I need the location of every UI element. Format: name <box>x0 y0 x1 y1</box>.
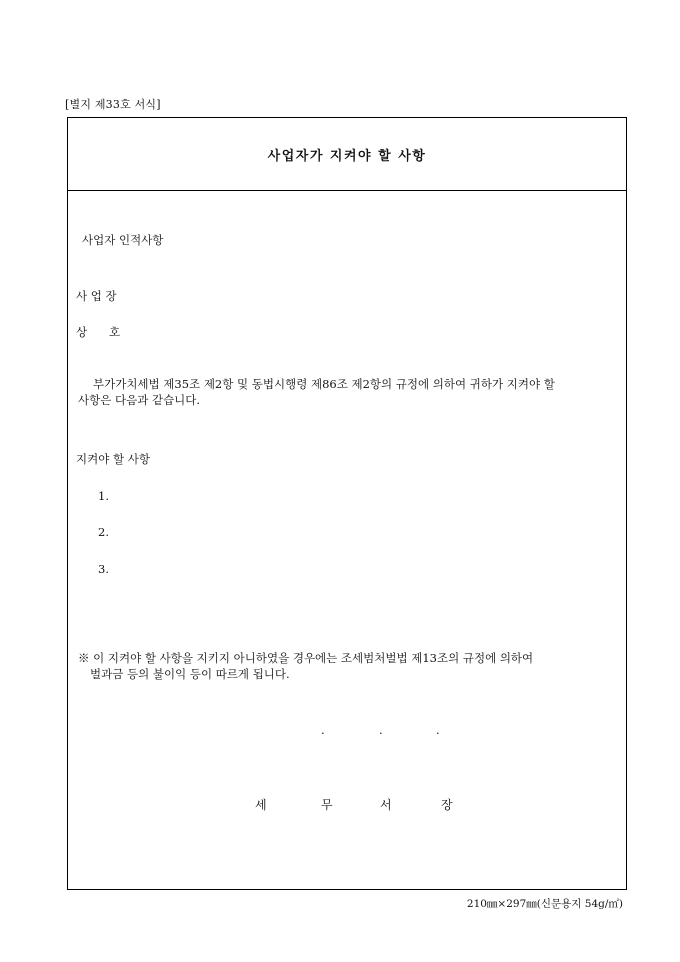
date-dot-year: . <box>321 723 325 737</box>
notice-line2: 벌과금 등의 불이익 등이 따르게 됩니다. <box>90 667 290 681</box>
title-box <box>68 118 626 191</box>
list-item-1: 1. <box>98 489 109 503</box>
date-line <box>68 722 626 738</box>
personal-info-heading: 사업자 인적사항 <box>82 233 164 247</box>
signer-char: 무 <box>321 798 333 812</box>
intro-text-line2: 사항은 다음과 같습니다. <box>78 393 201 407</box>
form-title: 사업자가 지켜야 할 사항 <box>267 148 427 164</box>
list-item-3: 3. <box>98 562 109 576</box>
signer-char: 서 <box>380 798 392 812</box>
list-item-2: 2. <box>98 525 109 539</box>
items-heading: 지켜야 할 사항 <box>76 452 150 466</box>
trade-name-label: 상 호 <box>76 325 121 339</box>
notice-line1: ※ 이 지켜야 할 사항을 지키지 아니하였을 경우에는 조세범처벌법 제13조의 규정에 의하여 <box>78 651 534 665</box>
form-number-label: [별지 제33호 서식] <box>65 98 161 111</box>
tax-office-head-signature-line <box>68 796 626 814</box>
signer-char: 장 <box>441 798 453 812</box>
business-place-label: 사 업 장 <box>76 289 117 303</box>
date-dot-month: . <box>379 723 383 737</box>
date-dot-day: . <box>436 723 440 737</box>
form-frame <box>67 117 627 890</box>
signer-char: 세 <box>255 798 267 812</box>
paper-spec: 210㎜×297㎜(신문용지 54g/㎡) <box>466 898 623 910</box>
intro-text-line1: 부가가치세법 제35조 제2항 및 동법시행령 제86조 제2항의 규정에 의하여 귀하가 지켜야 할 <box>93 377 555 391</box>
